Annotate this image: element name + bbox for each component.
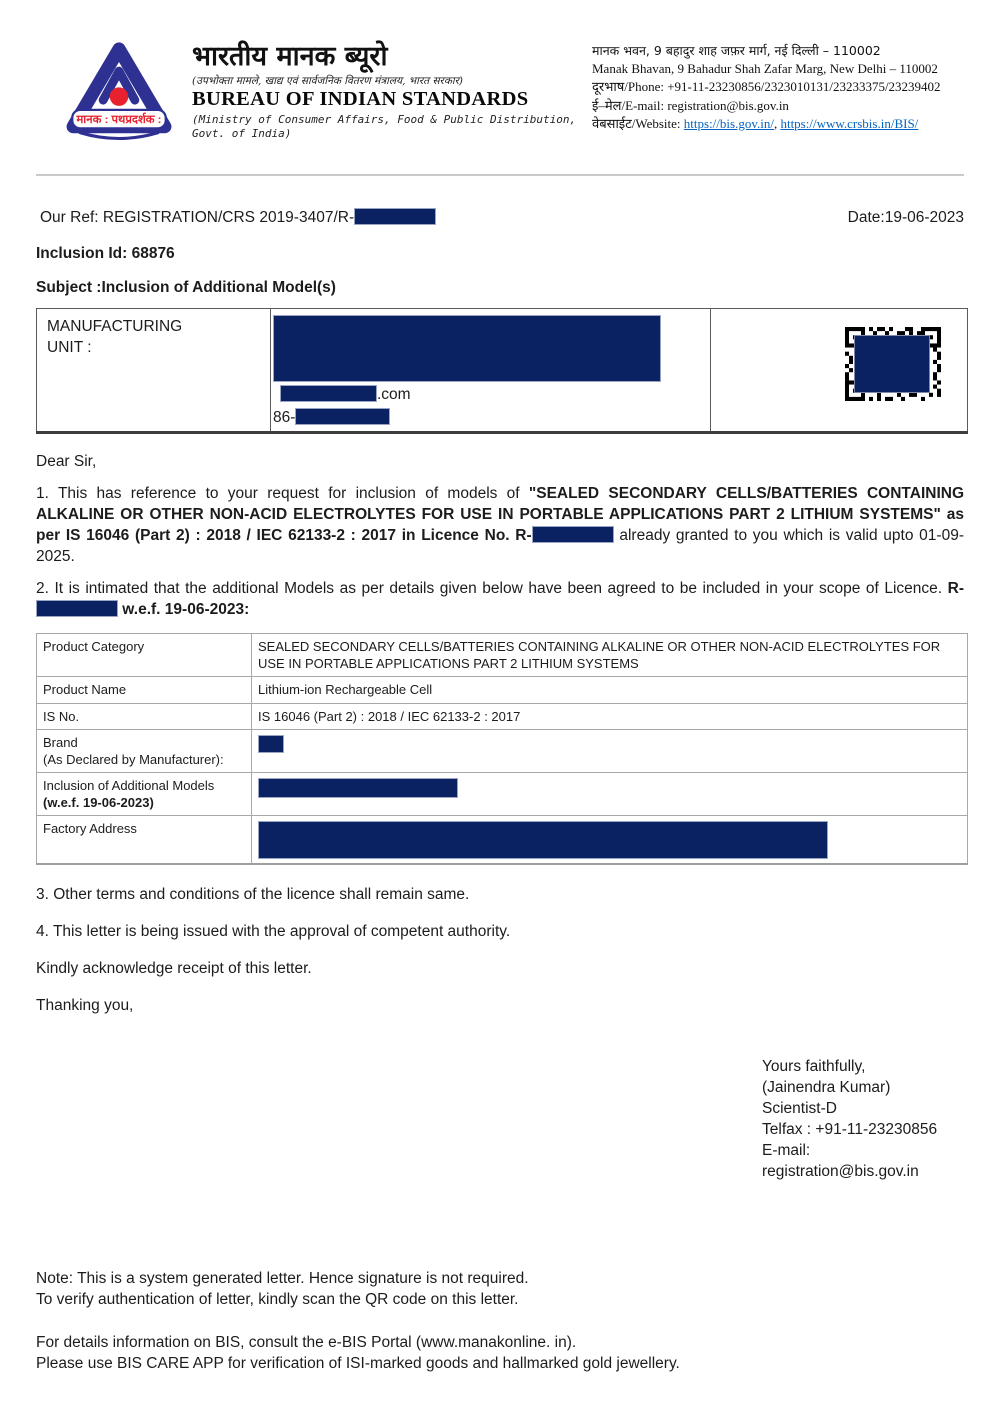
para2-text: 2. It is intimated that the additional Models as per details given below have been agreed to be included in your scope of Licence. [36, 580, 948, 597]
org-name-english: BUREAU OF INDIAN STANDARDS [192, 88, 529, 110]
brand-value [252, 730, 968, 773]
signature-designation: Scientist-D [762, 1100, 837, 1117]
org-name-hindi: भारतीय मानक ब्यूरो [192, 41, 388, 72]
date-line: Date:19-06-2023 [847, 209, 964, 226]
redacted-company-address [273, 315, 661, 382]
manufacturing-value-cell [271, 309, 711, 433]
footer-note-block [36, 1332, 964, 1374]
salutation: Dear Sir, [36, 453, 97, 470]
our-ref-line [40, 207, 436, 228]
redacted-email [280, 385, 377, 402]
product-category-label: Product Category [37, 634, 252, 677]
letterhead [0, 0, 1000, 152]
para1-bold-text: "SEALED SECONDARY CELLS/BATTERIES CONTAINING ALKALINE OR OTHER NON-ACID ELECTROLYTES FOR USE IN PORTABLE APPLICATIONS PART 2 LITHIUM SYSTEMS" as per IS 16046 (Part 2) : 2018 / IEC 62133-2 : 2017 in Licence No. R- [36, 485, 964, 544]
website-label: वेबसाईट/Website: [592, 115, 684, 131]
signature-closing: Yours faithfully, [762, 1058, 866, 1075]
qr-code [845, 327, 941, 401]
redacted-models [258, 778, 458, 798]
manufacturing-label-cell [37, 309, 271, 433]
signature-email: E-mail: registration@bis.gov.in [762, 1142, 919, 1180]
table-row-additional-models [37, 773, 968, 816]
para1-text-end: already granted to you which is valid upto 01-09-2025. [36, 527, 964, 565]
table-row-factory-address [37, 816, 968, 865]
is-no-value: IS 16046 (Part 2) : 2018 / IEC 62133-2 : 2017 [252, 703, 968, 730]
thanking-line: Thanking you, [36, 997, 134, 1014]
org-ministry-line: (Ministry of Consumer Affairs, Food & Public Distribution, Govt. of India) [192, 113, 577, 140]
bis-logo [66, 42, 172, 152]
note-block [36, 1268, 964, 1310]
additional-models-label-cell [37, 773, 252, 816]
redacted-phone [295, 408, 390, 425]
para1-text-start: 1. This has reference to your request for inclusion of models of [36, 485, 529, 502]
email-domain-suffix: .com [377, 386, 411, 403]
redacted-licence-number-1 [532, 526, 614, 543]
table-row-brand [37, 730, 968, 773]
bis-logo-icon [66, 42, 172, 146]
phone-country-prefix: 86- [273, 409, 296, 426]
is-no-label: IS No. [37, 703, 252, 730]
redacted-factory-address [258, 821, 828, 859]
note-line-1: Note: This is a system generated letter. Hence signature is not required. [36, 1270, 529, 1287]
footer-line-2: Please use BIS CARE APP for verification of ISI-marked goods and hallmarked gold jewellery. [36, 1355, 680, 1372]
note-line-2: To verify authentication of letter, kindly scan the QR code on this letter. [36, 1291, 519, 1308]
manufacturing-label: MANUFACTURING UNIT : [47, 318, 183, 356]
address-line-english: Manak Bhavan, 9 Bahadur Shah Zafar Marg, New Delhi – 110002 [592, 61, 938, 77]
signature-block [762, 1056, 964, 1182]
table-row-product-name [37, 677, 968, 704]
manufacturing-table [36, 308, 968, 434]
letter-body [0, 207, 1000, 1374]
logo-caption-text: मानक : पथप्रदर्शक : [76, 114, 162, 127]
factory-address-label: Factory Address [37, 816, 252, 865]
paragraph-3: 3. Other terms and conditions of the licence shall remain same. [36, 886, 470, 903]
additional-models-label: Inclusion of Additional Models [43, 778, 215, 793]
table-row-product-category [37, 634, 968, 677]
reference-row [36, 207, 964, 228]
email-line: ई–मेल/E-mail: registration@bis.gov.in [592, 97, 789, 113]
website-link-bis[interactable]: https://bis.gov.in/ [683, 115, 774, 131]
website-line [592, 115, 964, 133]
manufacturer-email-line [273, 385, 710, 405]
org-contact-block [592, 42, 964, 133]
additional-models-label-bold: (w.e.f. 19-06-2023) [43, 794, 154, 810]
redacted-brand [258, 735, 284, 753]
paragraph-1 [36, 483, 964, 567]
org-subtitle-hindi: (उपभोक्ता मामले, खाद्य एवं सार्वजनिक वितरण मंत्रालय, भारत सरकार) [192, 75, 464, 87]
product-name-value: Lithium-ion Rechargeable Cell [252, 677, 968, 704]
address-line-hindi: मानक भवन, 9 बहादुर शाह जफ़र मार्ग, नई दिल्ली – 110002 [592, 43, 881, 58]
phone-line: दूरभाष/Phone: +91-11-23230856/2323010131/23233375/23239402 [592, 79, 941, 95]
subject-line: Subject :Inclusion of Additional Model(s) [36, 279, 336, 296]
additional-models-value [252, 773, 968, 816]
redacted-licence-number-2 [36, 600, 118, 617]
qr-cell [711, 309, 968, 433]
redacted-ref-number [354, 208, 436, 225]
details-table [36, 633, 968, 865]
para2-bold-prefix: R- [947, 580, 964, 597]
para2-bold-suffix: w.e.f. 19-06-2023: [118, 601, 250, 618]
factory-address-value [252, 816, 968, 865]
signature-name: (Jainendra Kumar) [762, 1079, 891, 1096]
footer-line-1: For details information on BIS, consult the e-BIS Portal (www.manakonline. in). [36, 1334, 577, 1351]
paragraph-2 [36, 578, 964, 620]
header-divider [36, 174, 964, 176]
our-ref-text: Our Ref: REGISTRATION/CRS 2019-3407/R- [40, 209, 355, 226]
manufacturer-phone-line [273, 408, 710, 428]
product-category-value: SEALED SECONDARY CELLS/BATTERIES CONTAINING ALKALINE OR OTHER NON-ACID ELECTROLYTES FOR USE IN PORTABLE APPLICATIONS PART 2 LITHIUM SYSTEMS [252, 634, 968, 677]
table-row-is-no [37, 703, 968, 730]
brand-label-line2: (As Declared by Manufacturer): [43, 751, 224, 767]
signature-telfax: Telfax : +91-11-23230856 [762, 1121, 938, 1138]
brand-label: Brand [43, 735, 78, 750]
brand-label-cell [37, 730, 252, 773]
qr-redaction-overlay [854, 335, 930, 393]
website-link-crsbis[interactable]: https://www.crsbis.in/BIS/ [780, 115, 919, 131]
inclusion-id: Inclusion Id: 68876 [36, 245, 175, 262]
manufacturing-row [37, 309, 968, 433]
org-title-block [192, 42, 592, 140]
paragraph-4: 4. This letter is being issued with the approval of competent authority. [36, 923, 511, 940]
product-name-label: Product Name [37, 677, 252, 704]
acknowledge-line: Kindly acknowledge receipt of this letter. [36, 960, 312, 977]
website-separator: , [773, 115, 781, 131]
